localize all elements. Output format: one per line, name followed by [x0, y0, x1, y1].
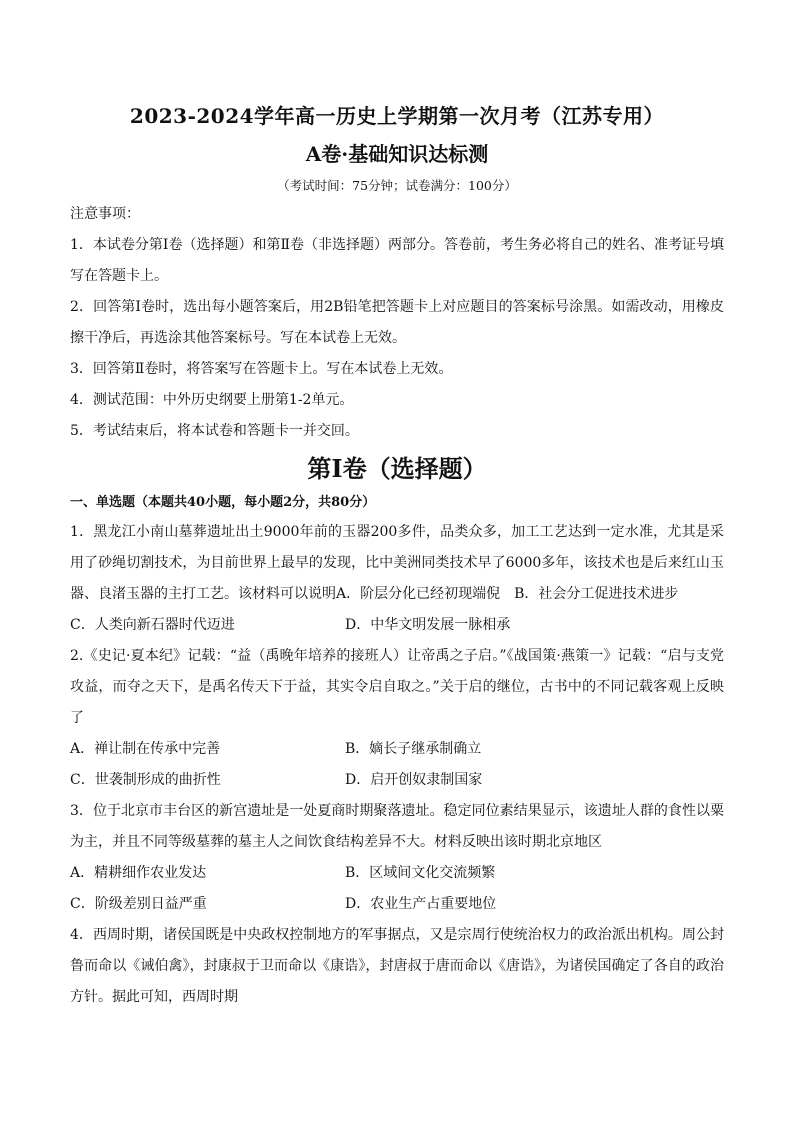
option-row [70, 765, 724, 796]
question-stem: 4．西周时期，诸侯国既是中央政权控制地方的军事据点，又是宗周行使统治权力的政治派出机构。周公封鲁而命以《诫伯禽》，封康叔于卫而命以《康诰》，封唐叔于唐而命以《唐诰》，为诸侯国确定了各自的政治方针。据此可知，西周时期 [70, 927, 724, 1005]
section-title: 第Ⅰ卷（选择题） [307, 454, 487, 483]
option-c: C．阶级差别日益严重 [70, 896, 207, 912]
question-3 [70, 796, 724, 920]
option-d: D．农业生产占重要地位 [345, 896, 497, 912]
question-stem: 2.《史记·夏本纪》记载：“益（禹晚年培养的接班人）让帝禹之子启。”《战国策·燕策一》记载：“启与支党攻益，而夺之天下，是禹名传天下于益，其实令启自取之。”关于启的继位，古书中的不同记载客观上反映了 [70, 648, 724, 726]
note-item-3: 3．回答第Ⅱ卷时，将答案写在答题卡上。写在本试卷上无效。 [70, 361, 453, 377]
question-2 [70, 641, 724, 796]
note-item-1: 1．本试卷分第Ⅰ卷（选择题）和第Ⅱ卷（非选择题）两部分。答卷前，考生务必将自己的姓名、准考证号填写在答题卡上。 [70, 237, 724, 284]
exam-info: （考试时间：75分钟；试卷满分：100分） [277, 178, 517, 193]
option-a: A．禅让制在传承中完善 [70, 741, 221, 757]
note-item-4: 4．测试范围：中外历史纲要上册第1-2单元。 [70, 392, 354, 408]
option-row [70, 734, 724, 765]
exam-title: 2023-2024学年高一历史上学期第一次月考（江苏专用） [129, 104, 665, 128]
option-row [70, 858, 724, 889]
option-b: B．嫡长子继承制确立 [345, 741, 482, 757]
note-item-2: 2．回答第Ⅰ卷时，选出每小题答案后，用2B铅笔把答题卡上对应题目的答案标号涂黑。如需改动，用橡皮擦干净后，再选涂其他答案标号。写在本试卷上无效。 [70, 299, 724, 346]
note-item-5: 5．考试结束后，将本试卷和答题卡一并交回。 [70, 423, 359, 439]
option-b: B．区域间文化交流频繁 [345, 865, 496, 881]
option-a: A．精耕细作农业发达 [70, 865, 207, 881]
question-stem: 1．黑龙江小南山墓葬遗址出土9000年前的玉器200多件，品类众多，加工工艺达到一定水准，尤其是采用了砂绳切割技术，为目前世界上最早的发现，比中美洲同类技术早了6000多年，该技术也是后来红山玉器、良渚玉器的主打工艺。该材料可以说明A．阶层分化已经初现端倪 B．社会分工促进技术进步 [70, 524, 724, 602]
option-d: D．中华文明发展一脉相承 [345, 617, 511, 633]
option-d: D．启开创奴隶制国家 [345, 772, 483, 788]
option-row [70, 610, 724, 641]
option-row [70, 889, 724, 920]
exam-page [70, 98, 724, 1013]
notes-title: 注意事项： [70, 206, 140, 222]
question-4 [70, 920, 724, 1013]
exam-subtitle: A卷·基础知识达标测 [305, 142, 489, 166]
question-stem: 3．位于北京市丰台区的新宫遗址是一处夏商时期聚落遗址。稳定同位素结果显示，该遗址人群的食性以粟为主，并且不同等级墓葬的墓主人之间饮食结构差异不大。材料反映出该时期北京地区 [70, 803, 724, 850]
question-1 [70, 517, 724, 641]
option-c: C．世袭制形成的曲折性 [70, 772, 221, 788]
option-c: C．人类向新石器时代迈进 [70, 617, 235, 633]
part-title: 一、单选题（本题共40小题，每小题2分，共80分） [70, 495, 376, 510]
